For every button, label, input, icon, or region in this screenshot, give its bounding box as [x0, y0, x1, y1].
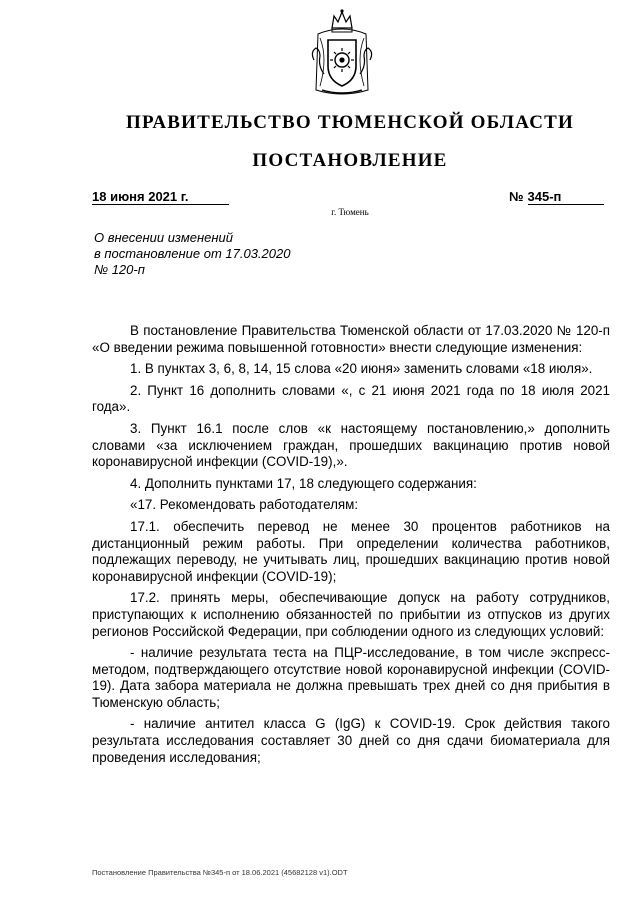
body-paragraph: В постановление Правительства Тюменской области от 17.03.2020 № 120-п «О введении режима повышенной готовности» внести следующие изменения:	[92, 323, 610, 355]
number-value: 345-п	[528, 189, 604, 205]
document-type-title: ПОСТАНОВЛЕНИЕ	[252, 150, 448, 171]
body-paragraph: 17.2. принять меры, обеспечивающие допуск на работу сотрудников, приступающих к исполнению обязанностей по прибытии из отпусков из других регионов Российской Федерации, при соблюдении одного из следующих условий:	[92, 590, 610, 639]
subject-line: О внесении изменений	[94, 230, 233, 245]
government-title: ПРАВИТЕЛЬСТВО ТЮМЕНСКОЙ ОБЛАСТИ	[125, 112, 575, 133]
coat-of-arms-emblem	[308, 8, 376, 100]
body-paragraph: 2. Пункт 16 дополнить словами «, с 21 июня 2021 года по 18 июля 2021 года».	[92, 382, 610, 415]
document-body	[92, 323, 610, 771]
body-paragraph: 17.1. обеспечить перевод не менее 30 процентов работников на дистанционный режим работы. При определении количества работников, подлежащих переводу, не учитывать лиц, прошедших вакцинацию против новой коронавирусной инфекции (COVID-19);	[92, 518, 610, 584]
document-footer: Постановление Правительства №345-п от 18.06.2021 (45682128 v1).ODT	[92, 868, 348, 877]
body-paragraph: - наличие антител класса G (IgG) к COVID-19. Срок действия такого результата исследования составляет 30 дней со дня сдачи биоматериала для проведения исследования;	[92, 716, 610, 765]
number-sign: №	[509, 189, 524, 204]
document-number	[509, 189, 604, 205]
city-label: г. Тюмень	[331, 207, 369, 217]
subject-line: № 120-п	[94, 262, 145, 277]
document-subject	[94, 230, 394, 278]
body-paragraph: 4. Дополнить пунктами 17, 18 следующего содержания:	[130, 475, 477, 491]
body-paragraph: 3. Пункт 16.1 после слов «к настоящему постановлению,» дополнить словами «за исключением граждан, прошедших вакцинацию против новой коронавирусной инфекции (COVID-19),».	[92, 420, 610, 470]
body-paragraph: 1. В пунктах 3, 6, 8, 14, 15 слова «20 июня» заменить словами «18 июля».	[130, 361, 593, 377]
body-paragraph: - наличие результата теста на ПЦР-исследование, в том числе экспресс-методом, подтверждающего отсутствие новой коронавирусной инфекции (COVID-19). Дата забора материала не должна превышать трех дней со дня прибытия в Тюменскую область;	[92, 645, 610, 710]
document-date: 18 июня 2021 г.	[92, 189, 229, 205]
body-paragraph: «17. Рекомендовать работодателям:	[130, 497, 359, 513]
subject-line: в постановление от 17.03.2020	[94, 246, 291, 261]
